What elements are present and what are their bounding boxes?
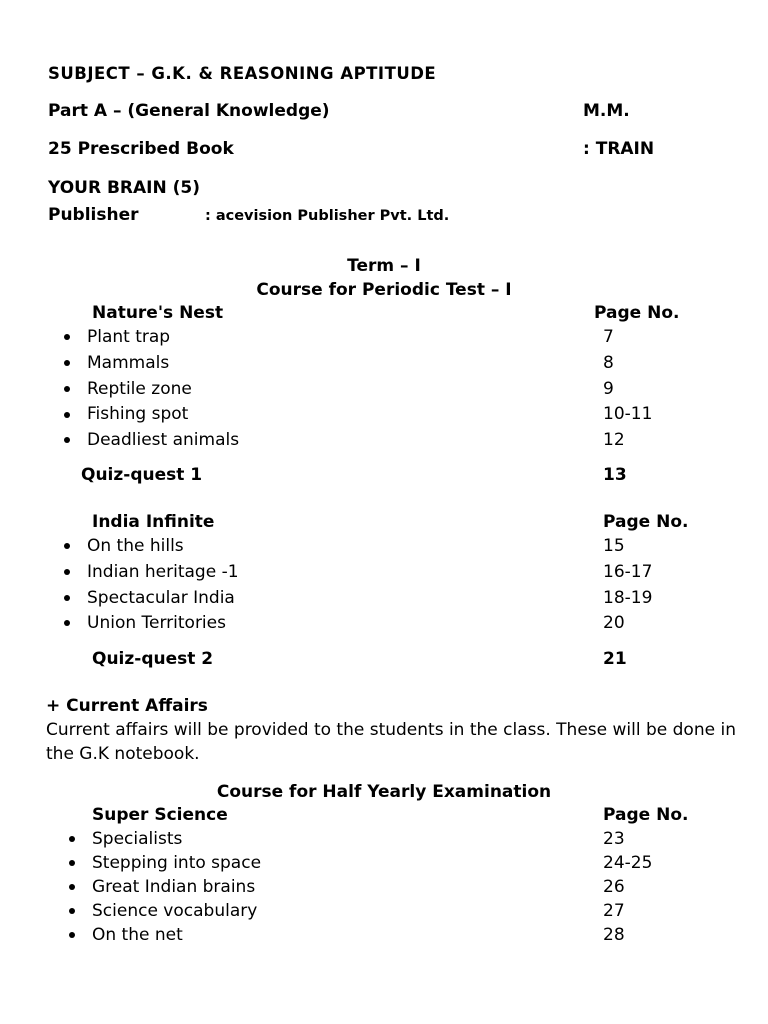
bullet-icon [64,620,70,626]
bullet-icon [69,884,75,890]
term-title: Term – I [347,256,421,276]
bullet-icon [69,932,75,938]
bullet-icon [64,386,70,392]
section-title-super-science: Super Science [92,805,228,825]
item-page: 27 [603,901,625,921]
bullet-icon [64,595,70,601]
publisher-label: Publisher [48,205,139,225]
publisher-value: : acevision Publisher Pvt. Ltd. [205,208,450,224]
current-affairs-title: + Current Affairs [46,696,208,716]
half-yearly-course: Course for Half Yearly Examination [216,782,552,802]
bullet-icon [64,360,70,366]
page-no-header: Page No. [594,303,680,323]
max-marks-label: M.M. [583,101,630,121]
item-page: 12 [603,430,625,450]
bullet-icon [64,412,70,418]
item-label: Indian heritage -1 [87,562,239,582]
page-no-header: Page No. [603,512,689,532]
section-title-india-infinite: India Infinite [92,512,215,532]
item-page: 28 [603,925,625,945]
item-label: On the net [92,925,183,945]
item-page: 9 [603,379,614,399]
item-label: Stepping into space [92,853,262,873]
item-label: Reptile zone [87,379,192,399]
item-page: 16-17 [603,562,653,582]
item-label: Spectacular India [87,588,235,608]
page-no-header: Page No. [603,805,689,825]
bullet-icon [69,908,75,914]
item-page: 24-25 [603,853,653,873]
part-heading: Part A – (General Knowledge) [48,101,330,121]
item-label: Mammals [87,353,170,373]
item-page: 23 [603,829,625,849]
section-title-natures-nest: Nature's Nest [92,303,224,323]
bullet-icon [64,569,70,575]
book-title-part: : TRAIN [583,139,655,159]
item-label: Union Territories [87,613,226,633]
item-label: Deadliest animals [87,430,240,450]
quiz-quest-label: Quiz-quest 2 [92,649,214,669]
item-page: 7 [603,327,614,347]
item-page: 10-11 [603,404,653,424]
bullet-icon [69,860,75,866]
periodic-test-course: Course for Periodic Test – I [256,280,512,300]
item-label: Plant trap [87,327,171,347]
subject-heading: SUBJECT – G.K. & REASONING APTITUDE [48,64,437,83]
bullet-icon [64,334,70,340]
item-page: 8 [603,353,614,373]
bullet-icon [64,437,70,443]
item-label: Fishing spot [87,404,189,424]
item-page: 15 [603,536,625,556]
quiz-quest-page: 21 [603,649,627,669]
item-label: Great Indian brains [92,877,256,897]
prescribed-book-label: 25 Prescribed Book [48,139,234,159]
bullet-icon [64,543,70,549]
item-label: On the hills [87,536,184,556]
item-label: Science vocabulary [92,901,258,921]
item-label: Specialists [92,829,183,849]
book-title-continued: YOUR BRAIN (5) [48,178,201,198]
current-affairs-text: Current affairs will be provided to the students in the class. These will be done in the G.K notebook. [46,720,736,764]
item-page: 26 [603,877,625,897]
bullet-icon [69,836,75,842]
item-page: 20 [603,613,625,633]
quiz-quest-label: Quiz-quest 1 [81,465,203,485]
item-page: 18-19 [603,588,653,608]
quiz-quest-page: 13 [603,465,627,485]
